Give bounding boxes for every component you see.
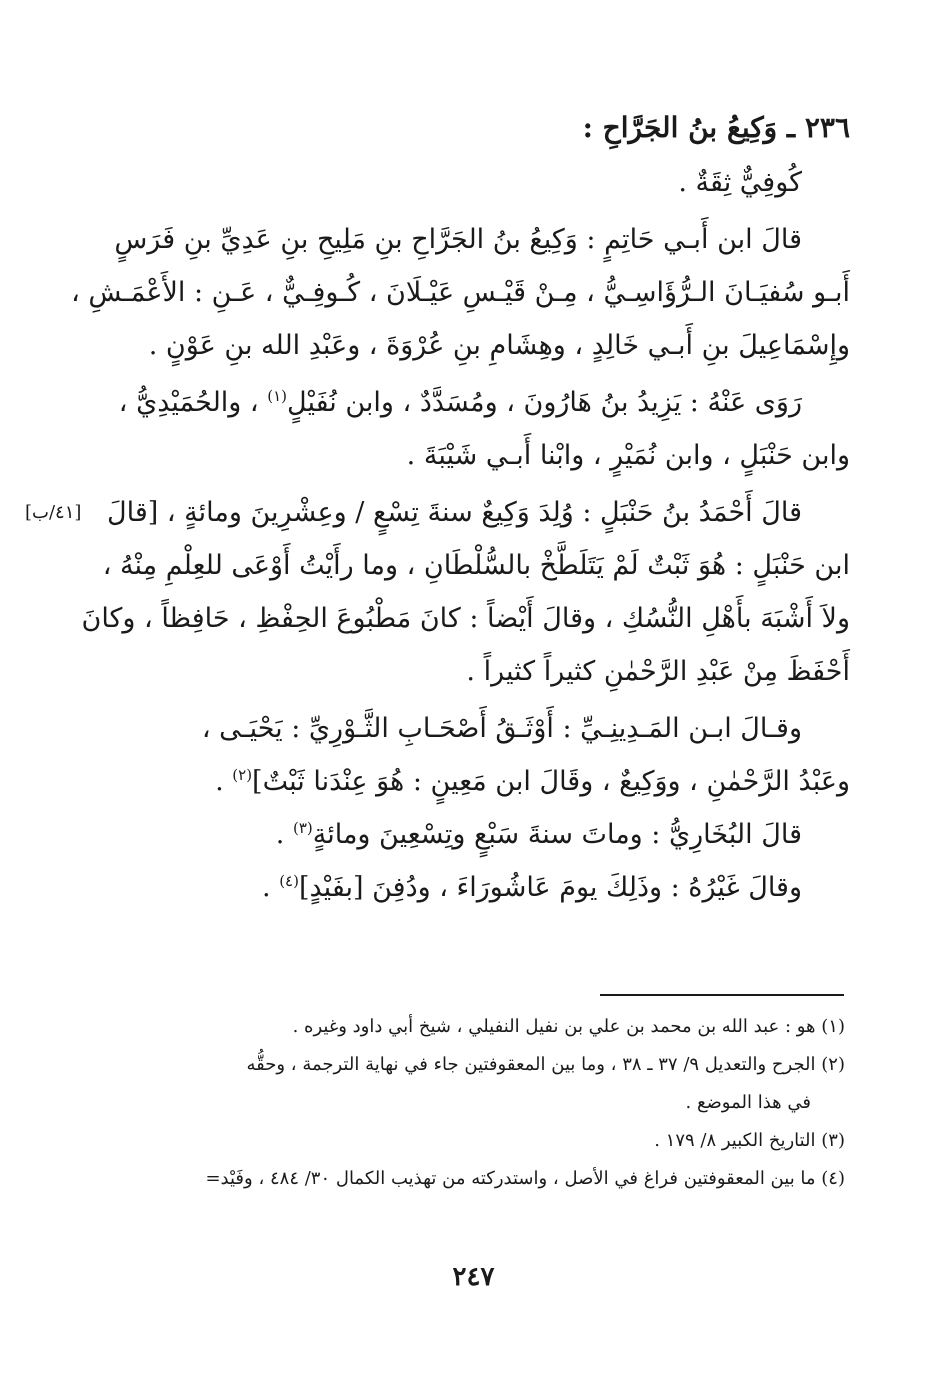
- footnotes: [100, 1008, 845, 1198]
- text-span: .: [215, 766, 233, 797]
- manuscript-folio-marker: [٤١/ب]: [25, 502, 82, 523]
- text-span: .: [262, 872, 280, 903]
- text-span: ، والحُمَيْدِيُّ ،: [118, 387, 268, 418]
- footnote-ref-1: (١): [267, 387, 287, 405]
- text-line: ولاَ أَشْبَهَ بأَهْلِ النُّسُكِ ، وقالَ أَيْضاً : كانَ مَطْبُوعَ الحِفْظِ ، حَافِظاً ، وكانَ: [81, 603, 850, 634]
- text-span: .: [275, 819, 293, 850]
- paragraph-burial: [110, 861, 850, 914]
- footnote-2: (٢) الجرح والتعديل ٩/ ٣٧ ـ ٣٨ ، وما بين المعقوفتين جاء في نهاية الترجمة ، وحقُّه: [246, 1054, 845, 1075]
- paragraph-bukhari: [110, 808, 850, 861]
- text-span: قالَ البُخَارِيُّ : وماتَ سنةَ سَبْعٍ وتِسْعِينَ ومائةٍ: [312, 819, 802, 850]
- text-line: وقـالَ ابـن المَـدِينِـيِّ : أَوْثَـقُ أَصْحَـابِ الثَّـوْرِيِّ : يَحْيَـى ،: [201, 713, 802, 744]
- main-text: [25, 100, 850, 914]
- text-span: وعَبْدُ الرَّحْمٰنِ ، ووَكِيعٌ ، وقَالَ ابن مَعِينٍ : هُوَ عِنْدَنا ثَبْتٌ]: [252, 766, 850, 797]
- text-line: [25, 486, 850, 539]
- paragraph-ibn-al-madini: [110, 702, 850, 808]
- text-span: رَوَى عَنْهُ : يَزِيدُ بنُ هَارُونَ ، ومُسَدَّدٌ ، وابن نُفَيْلٍ: [287, 387, 802, 418]
- entry-grade: كُوفِيٌّ ثِقَةٌ .: [678, 167, 802, 198]
- paragraph-narrators: [110, 376, 850, 482]
- footnote-3: (٣) التاريخ الكبير ٨/ ١٧٩ .: [654, 1130, 845, 1151]
- text-line: [110, 376, 850, 429]
- text-line: ابن حَنْبَلٍ : هُوَ ثَبْتٌ لَمْ يَتَلَطَّخْ بالسُّلْطَانِ ، وما رأَيْتُ أَوْعَى للعِلْمِ مِنْهُ ،: [102, 550, 850, 581]
- footnote-ref-4: (٤): [279, 872, 299, 890]
- text-line: قالَ ابن أَبـي حَاتِمٍ : وَكِيعُ بنُ الجَرَّاحِ بنِ مَلِيحِ بنِ عَدِيِّ بنِ فَرَسٍ: [114, 224, 802, 255]
- text-line: أَبـو سُفيَـانَ الـرُّؤَاسِـيُّ ، مِـنْ قَيْـسِ عَيْـلَانَ ، كُـوفِـيٌّ ، عَـنِ : الأَعْمَـشِ ،: [71, 277, 850, 308]
- text-line: وابن حَنْبَلٍ ، وابن نُمَيْرٍ ، وابْنا أَبـي شَيْبَةَ .: [406, 440, 850, 471]
- paragraph-ahmad-ibn-hanbal: [25, 486, 850, 698]
- footnote-4: (٤) ما بين المعقوفتين فراغ في الأصل ، واستدركته من تهذيب الكمال ٣٠/ ٤٨٤ ، وفَيْد=: [205, 1168, 845, 1189]
- paragraph-ibn-abi-hatim: [71, 213, 850, 372]
- text-line: [110, 755, 850, 808]
- text-span: وقالَ غَيْرُهُ : وذَلِكَ يومَ عَاشُورَاءَ ، ودُفِنَ [بفَيْدٍ]: [298, 872, 802, 903]
- footnote-ref-2: (٢): [232, 766, 253, 784]
- footnote-separator: [600, 994, 844, 996]
- footnote-1: (١) هو : عبد الله بن محمد بن علي بن نفيل النفيلي ، شيخ أبي داود وغيره .: [292, 1016, 845, 1037]
- footnote-ref-3: (٣): [292, 819, 313, 837]
- text-line: أَحْفَظَ مِنْ عَبْدِ الرَّحْمٰنِ كثيراً كثيراً .: [466, 656, 850, 687]
- footnote-2-continuation: في هذا الموضع .: [685, 1092, 811, 1113]
- entry-heading: ٢٣٦ ـ وَكِيعُ بنُ الجَرَّاحِ :: [582, 111, 850, 144]
- text-span: قالَ أَحْمَدُ بنُ حَنْبَلٍ : وُلِدَ وَكِيعٌ سنةَ تِسْعٍ / وعِشْرِينَ ومائةٍ ، [قالَ: [107, 497, 802, 528]
- text-line: وإِسْمَاعِيلَ بنِ أَبـي خَالِدٍ ، وهِشَامِ بنِ عُرْوَةَ ، وعَبْدِ الله بنِ عَوْنٍ .: [148, 330, 850, 361]
- page-number: ٢٤٧: [452, 1262, 495, 1292]
